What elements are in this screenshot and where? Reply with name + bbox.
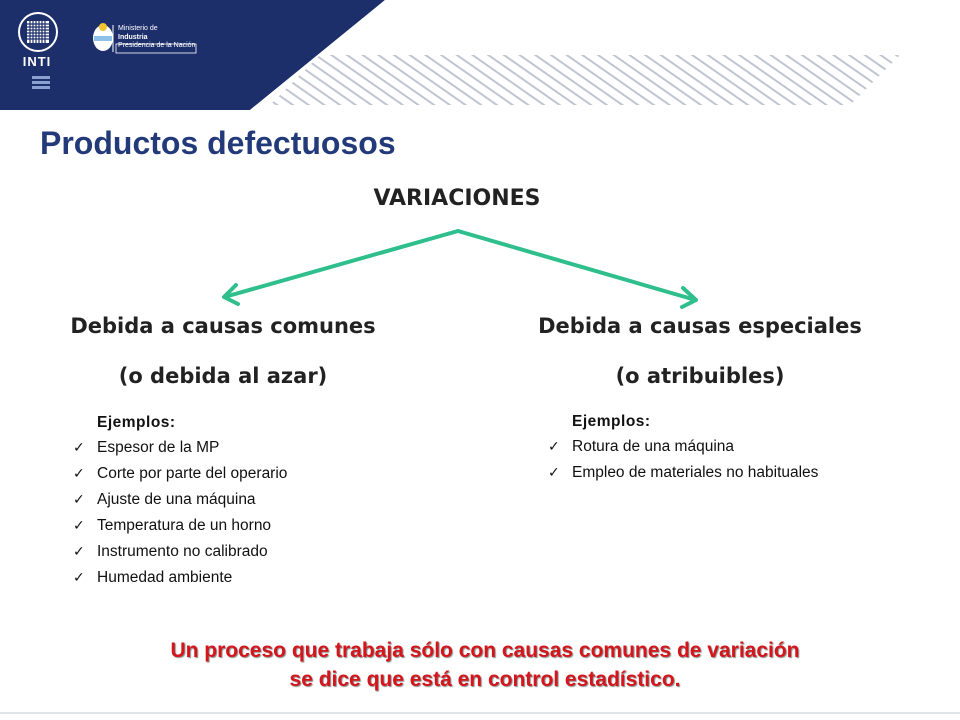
- conclusion-line1: Un proceso que trabaja sólo con causas comunes de variación: [170, 639, 800, 662]
- common-causes-title: Debida a causas comunes: [70, 314, 376, 338]
- list-item-label: Espesor de la MP: [97, 439, 220, 456]
- list-item-label: Instrumento no calibrado: [97, 543, 268, 560]
- header-banner: [0, 0, 960, 118]
- footer-divider: [0, 712, 960, 714]
- examples-heading: Ejemplos:: [572, 413, 651, 430]
- special-causes-title: Debida a causas especiales: [538, 314, 862, 338]
- list-item-label: Humedad ambiente: [97, 569, 233, 586]
- list-item-label: Temperatura de un horno: [97, 517, 272, 534]
- list-item: [73, 565, 287, 591]
- list-item-label: Empleo de materiales no habituales: [572, 464, 819, 481]
- list-item-label: Corte por parte del operario: [97, 465, 288, 482]
- ministerio-line3: Presidencia de la Nación: [118, 42, 196, 49]
- list-item: [73, 461, 287, 487]
- examples-heading: Ejemplos:: [97, 414, 176, 431]
- list-item: [73, 435, 287, 461]
- conclusion-line2: se dice que está en control estadístico.: [289, 668, 681, 691]
- examples-list: [548, 434, 818, 486]
- list-item-label: Rotura de una máquina: [572, 438, 735, 455]
- right-arrow-line: [458, 231, 692, 299]
- ministerio-logo-text: [118, 25, 195, 51]
- special-causes-examples: [548, 413, 818, 486]
- examples-list: [73, 435, 287, 591]
- checkmark-icon: ✓: [548, 465, 560, 481]
- variaciones-label: VARIACIONES: [373, 186, 541, 211]
- ministerio-line2: Industria: [118, 33, 148, 41]
- slide-title: Productos defectuosos: [40, 125, 396, 161]
- list-item: [73, 539, 287, 565]
- list-item: [73, 513, 287, 539]
- checkmark-icon: ✓: [73, 492, 85, 508]
- common-causes-examples: [73, 414, 287, 591]
- right-arrow-head-icon: [682, 288, 696, 307]
- checkmark-icon: ✓: [73, 440, 85, 456]
- special-causes-subtitle: (o atribuibles): [615, 364, 785, 388]
- ministerio-line1: Ministerio de: [118, 25, 158, 32]
- list-item-label: Ajuste de una máquina: [97, 491, 256, 508]
- conclusion-text: [60, 636, 910, 694]
- list-item: [548, 460, 818, 486]
- checkmark-icon: ✓: [73, 466, 85, 482]
- left-arrow-head-icon: [224, 285, 238, 304]
- left-arrow-line: [228, 231, 458, 296]
- common-causes-subtitle: (o debida al azar): [118, 364, 328, 388]
- checkmark-icon: ✓: [73, 544, 85, 560]
- header-graphic: [0, 0, 960, 118]
- inti-logo-text: INTI: [22, 54, 52, 69]
- checkmark-icon: ✓: [73, 518, 85, 534]
- diagonal-stripes: [270, 55, 900, 105]
- list-item: [548, 434, 818, 460]
- checkmark-icon: ✓: [548, 439, 560, 455]
- checkmark-icon: ✓: [73, 570, 85, 586]
- list-item: [73, 487, 287, 513]
